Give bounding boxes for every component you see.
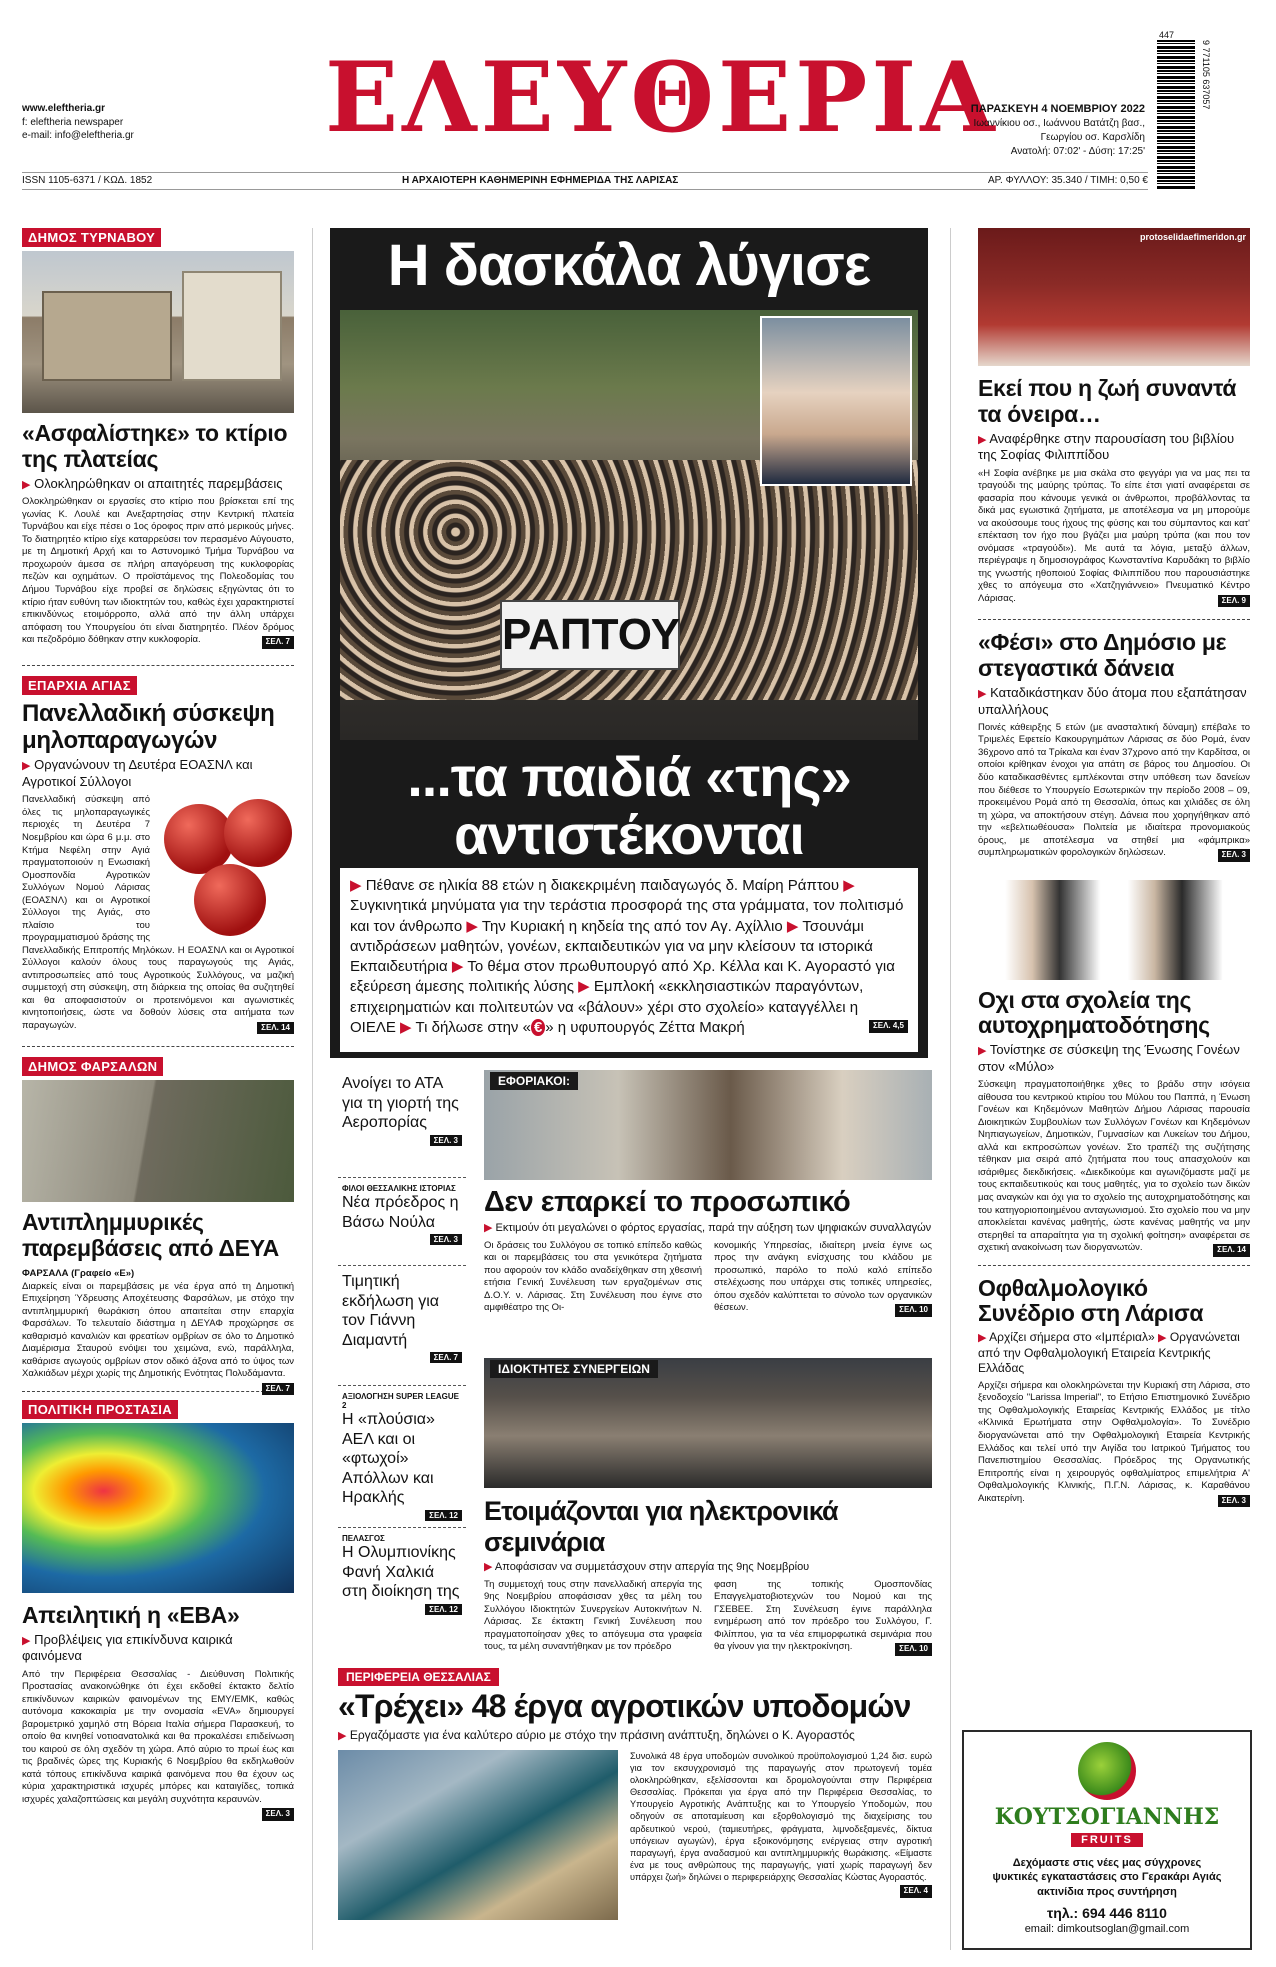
ad-text [964, 1856, 1250, 1899]
brief-diamantis[interactable] [338, 1266, 466, 1386]
brief-title[interactable]: Τιμητική εκδήλωση για τον Γιάννη Διαμαντή [342, 1273, 440, 1349]
bullet-3: Την Κυριακή η κηδεία της από τον Αγ. Αχίλλιο [481, 917, 783, 935]
subheadline: Αναφέρθηκε στην παρουσίαση του βιβλίου της Σοφίας Φιλιππίδου [978, 430, 1235, 463]
ad-line-1: Δεχόμαστε στις νέες μας σύγχρονες [1012, 1857, 1202, 1869]
fruit-logo-icon [1078, 1742, 1136, 1800]
page-ref[interactable]: ΣΕΛ. 9 [1218, 595, 1250, 608]
page-ref[interactable]: ΣΕΛ. 3 [262, 1808, 294, 1821]
brief-kicker: ΠΕΛΑΣΓΟΣ [342, 1534, 385, 1543]
headline[interactable]: Πανελλαδική σύσκεψη μηλοπαραγωγών [22, 699, 275, 754]
page-ref[interactable]: ΣΕΛ. 14 [1213, 1244, 1250, 1257]
body-text: «Η Σοφία ανέβηκε με μια σκάλα στο φεγγάρι για να μας πει τα τραγούδι της μαύρης τρύπας. Το είπε έτσι γιατί αναφέρεται σε φασαρία που κάνουμε γενικά οι άνθρωποι, προβάλλοντας τα δικά μας εγωιστικά ζητήματα, με αποτέλεσμα να μη μπορούμε να ακούσουμε τους ήχους της φύσης και του σύμπαντος και κατ' επέκταση τον ήχο που βγάζει μια μαύρη τρύπα (και που τον ονόμασε «τραγούδι»). Με αυτά τα λόγια, μεταξύ άλλων, περιέγραψε η δημοσιογράφος Κωνσταντίνα Καρυδάκη το βιβλίο της γνωστής ηθοποιού Σοφίας Φιλιππίδου που παρουσιάστηκε χθες το απόγευμα στο «Χατζηγιάννειο» Πνευματικό Κέντρο Λάρισας. ΣΕΛ. 9 [978, 468, 1250, 606]
ad-email[interactable]: email: dimkoutsoglan@gmail.com [1024, 1922, 1190, 1935]
lead-story[interactable] [330, 228, 928, 1058]
page-ref[interactable]: ΣΕΛ. 3 [430, 1135, 462, 1146]
apples-image [154, 794, 294, 944]
page-ref[interactable]: ΣΕΛ. 7 [262, 636, 294, 649]
page-ref[interactable]: ΣΕΛ. 4 [900, 1885, 932, 1898]
body-columns [484, 1579, 932, 1656]
barcode [1157, 40, 1195, 190]
facebook: f: eleftheria newspaper [22, 116, 124, 128]
story-ophthalmology[interactable]: Οφθαλμολογικό Συνέδριο στη Λάρισα ▶ Αρχίζει σήμερα στο «Ιμπέριαλ» ▶ Οργανώνεται από την Οφθαλμολογική Εταιρεία Κεντρικής Ελλάδας Αρχίζει σήμερα και ολοκληρώνεται την Κυριακή στη Λάρισα, στο ξενοδοχείο "Larissa Imperial", το Ετήσιο Επιστημονικό Συνέδριο της Οφθαλμολογικής Εταιρείας Κεντρικής Ελλάδος με τίτλο «Κλινικά Ερωτήματα στην Οφθαλμολογία». Το Συνέδριο διοργανώνεται από την Οφθαλμολογική Εταιρεία Κεντρικής Ελλάδος και τελεί υπό την Αιγίδα του Ιατρικού Τμήματος του Πανεπιστημίου Θεσσαλίας. Πρόεδρος της Οργανωτικής Επιτροπής είναι η χειρουργός οφθαλμίατρος επιμελήτρια Α' Οφθαλμολογικής Κλινικής, Π.Γ.Ν. Λάρισας, κ. Καραθάνου Αικατερίνη. ΣΕΛ. 3 [978, 1276, 1250, 1506]
page-ref[interactable]: ΣΕΛ. 3 [1218, 849, 1250, 862]
story-tax-officers[interactable]: ΕΦΟΡΙΑΚΟΙ: Δεν επαρκεί το προσωπικό ▶ Εκτιμούν ότι μεγαλώνει ο φόρτος εργασίας, παρά την αύξηση των ψηφιακών συναλλαγών Οι δράσεις του Συλλόγου σε τοπικό επίπεδο καθώς και οι παρεμβάσεις του στα γενικότερα ζητήματα που αφορούν τον κλάδο αναδείχθηκαν στη χθεσινή ετήσια Γενική Συνέλευση των εργαζομένων στις Δ.Ο.Υ. ν. Λάρισας. Στη Συνέλευση που έγινε στο αμφιθέατρο της Οι- κονομικής Υπηρεσίας, ιδιαίτερη μνεία έγινε ως προς την ανάγκη ενίσχυσης του κλάδου με προσωπικό, παρόλο το πολύ καλό επίπεδο στελέχωσης που υπάρχει στις τοπικές υπηρεσίες, όπου σχεδόν καλύπτεται το σύνολο των οργανικών θέσεων. ΣΕΛ. 10 [484, 1070, 932, 1317]
body-text: Από την Περιφέρεια Θεσσαλίας - Διεύθυνση Πολιτικής Προστασίας ανακοινώθηκε ότι έχει εκδοθεί έκτακτο δελτίο επικίνδυνων καιρικών φαινομένων της ΕΜΥ/ΕΜΚ, καθώς αυτόνομα κακοκαιρία με την ονομασία «EVA» δημιουργεί βαρομετρικό χαμηλό στη Βόρεια Ιταλία σήμερα Παρασκευή, το οποίο θα κινηθεί νοτιοανατολικά και θα προκαλέσει επιδείνωση του καιρού σε όλη σχεδόν τη χώρα. Από αύριο το πρωί έως και τις βραδινές ώρες της Κυριακής 6 Νοεμβρίου θα εκδηλωθούν κατά τόπους επικίνδυνα καιρικά φαινόμενα που θα έχουν ως κύρια χαρακτηριστικά ισχυρές μπόρες και καταιγίδες, τοπικά ισχυρές χαλαζοπτώσεις και μεγάλη συχνότητα κεραυνών. ΣΕΛ. 3 [22, 1669, 294, 1807]
brief-title[interactable]: Η Ολυμπιονίκης Φανή Χαλκιά στη διοίκηση της [342, 1544, 460, 1601]
page-ref[interactable]: ΣΕΛ. 14 [257, 1022, 294, 1035]
bullet-6: Εμπλοκή «εκκλησιαστικών παραγόντων, επιχειρηματιών και πολιτευτών να «βάλουν» χέρι στο σχολείο» καταγγέλλει η ΟΙΕΛΕ [350, 978, 864, 1036]
issue-number: ΑΡ. ΦΥΛΛΟΥ: 35.340 / ΤΙΜΗ: 0,50 € [987, 175, 1148, 186]
brief-title[interactable]: Νέα πρόεδρος η Βάσω Νούλα [342, 1194, 459, 1231]
subheadline: Εκτιμούν ότι μεγαλώνει ο φόρτος εργασίας, παρά την αύξηση των ψηφιακών συναλλαγών [495, 1222, 932, 1234]
body-text: Ποινές κάθειρξης 5 ετών (με ανασταλτική δύναμη) επέβαλε το Τριμελές Εφετείο Κακουργημάτων Λάρισας σε δύο Ρομά, έναν 36χρονο από τα Τρίκαλα και έναν 37χρονο από την Καρδίτσα, οι οποίοι κρίθηκαν ένοχοι για απάτη σε βάρος του Δημοσίου. Οι δύο καταδικασθέντες εμπλέκονται στην υπόθεση των δανείων που διέθεσε το Υπουργείο Εσωτερικών την περίοδο 2008 – 09, προκειμένου Ρομά από τη Θεσσαλία, όπως και χιλιάδες σε όλη τη χώρα, να αποκτήσουν στέγη. Δάνεια που χορηγήθηκαν από την «εβελτιωθέουσα» Πολιτεία με ιδιαίτερα προνομιακούς όρους, με αποτέλεσμα να στηθεί μια «φάμπρικα» συμπληρωματικών φορολογικών δηλώσεων. ΣΕΛ. 3 [978, 722, 1250, 860]
lead-bullets: ▶ Πέθανε σε ηλικία 88 ετών η διακεκριμένη παιδαγωγός δ. Μαίρη Ράπτου ▶ Συγκινητικά μηνύματα για την τεράστια προσφορά της στα γράμματα, τον πολιτισμό και τον άνθρωπο ▶ Την Κυριακή η κηδεία της από τον Αγ. Αχίλλιο ▶ Τσουνάμι αντιδράσεων μαθητών, γονέων, εκπαιδευτικών για να μην κλείσουν τα ιστορικά Εκπαιδευτήρια ▶ Το θέμα στον πρωθυπουργό από Χρ. Κέλλα και Κ. Αγοραστό για εξεύρεση άμεσης πολιτικής λύσης ▶ Εμπλοκή «εκκλησιαστικών παραγόντων, επιχειρηματιών και πολιτευτών να «βάλουν» χέρι στο σχολείο» καταγγέλλει η ΟΙΕΛΕ ▶ Τι δήλωσε στην « € » η υφυπουργός Ζέττα Μακρή ΣΕΛ. 4,5 [340, 868, 918, 1052]
garages-photo [484, 1358, 932, 1488]
section-tag: ΠΟΛΙΤΙΚΗ ΠΡΟΣΤΑΣΙΑ [22, 1400, 178, 1419]
body-row [338, 1750, 932, 1920]
brief-halkia[interactable] [338, 1528, 466, 1638]
story-apples[interactable]: ΕΠΑΡΧΙΑ ΑΓΙΑΣ Πανελλαδική σύσκεψη μηλοπαραγωγών ▶ Οργανώνουν τη Δευτέρα ΕΟΑΣΝΛ και Αγροτικοί Σύλλογοι Πανελλαδική σύσκεψη από όλες τις μηλοπαραγωγικές περιοχές τη Δευτέρα 7 Νοεμβρίου και ώρα 6 μ.μ. στο Κτήμα Νεφέλη στην Αγιά πραγματοποιούν η Ενωσιακή Ομοσπονδία Αγροτικών Συλλόγων Νομού Λάρισας (ΕΟΑΣΝΛ) και οι Αγροτικοί Σύλλογοι της Αγιάς, στο πλαίσιο του προγραμματισμού δράσης της Πανελλαδικής Επιτροπής Μηλόκων. Η ΕΟΑΣΝΛ και οι Αγροτικοί Σύλλογοι καλούν όλους τους παραγωγούς της Αγιάς, αντιπροσωπείες από τους Αγροτικούς Συλλόγους, να μαζική συμμετοχή στη σύσκεψη, στη διάρκεια της οποίας θα συζητηθεί και θα αποφασιστούν οι προτεινόμενοι και αγωνιστικές κινητοποιήσεις, ώστε να δοθούν λύσεις στα αιτήματα των παραγωγών. ΣΕΛ. 14 [22, 676, 294, 1033]
headline[interactable]: Εκεί που η ζωή συναντά τα όνειρα… [978, 375, 1237, 427]
subheadline: Τονίστηκε σε σύσκεψη της Ένωσης Γονέων στον «Μύλο» [978, 1042, 1240, 1074]
body-with-image [22, 794, 294, 1032]
page-ref[interactable]: ΣΕΛ. 10 [895, 1304, 932, 1317]
dateline: ΦΑΡΣΑΛΑ (Γραφείο «Ε») [22, 1267, 135, 1279]
masthead-contact [22, 102, 134, 143]
email: e-mail: info@eleftheria.gr [22, 130, 134, 141]
advertisement[interactable] [962, 1730, 1252, 1950]
issn: ISSN 1105-6371 / ΚΩΔ. 1852 [22, 175, 153, 186]
body-columns [484, 1240, 932, 1317]
subheadline-2: Οργανώνεται από την Οφθαλμολογική Εταιρεία Κεντρικής Ελλάδας [978, 1330, 1240, 1375]
page-ref[interactable]: ΣΕΛ. 7 [262, 1383, 294, 1396]
protest-photo [340, 310, 918, 740]
divider [22, 665, 294, 666]
website[interactable]: www.eleftheria.gr [22, 103, 105, 114]
section-tag: ΕΠΑΡΧΙΑ ΑΓΙΑΣ [22, 676, 137, 695]
right-column [978, 228, 1250, 1507]
page-ref[interactable]: ΣΕΛ. 3 [430, 1234, 462, 1245]
column-rule-left [312, 228, 313, 1950]
page-ref[interactable]: ΣΕΛ. 12 [425, 1510, 462, 1521]
briefs-column [338, 1070, 466, 1638]
page-ref[interactable]: ΣΕΛ. 12 [425, 1604, 462, 1615]
brief-kicker: ΑΞΙΟΛΟΓΗΣΗ SUPER LEAGUE 2 [342, 1392, 460, 1410]
brief-kicker: ΦΙΛΟΙ ΘΕΣΣΑΛΙΚΗΣ ΙΣΤΟΡΙΑΣ [342, 1184, 456, 1193]
subheadline: Καταδικάστηκαν δύο άτομα που εξαπάτησαν υπαλλήλους [978, 684, 1247, 717]
subheadline: Αποφάσισαν να συμμετάσχουν στην απεργία της 9ης Νοεμβρίου [494, 1561, 810, 1573]
divider [22, 1391, 294, 1392]
ad-line-3: ακτινίδια προς συντήρηση [1037, 1885, 1177, 1898]
book-event-photo [978, 228, 1250, 366]
parents-photo [978, 880, 1250, 980]
story-eva-storm[interactable]: ΠΟΛΙΤΙΚΗ ΠΡΟΣΤΑΣΙΑ Απειλητική η «ΕΒΑ» ▶ Προβλέψεις για επικίνδυνα καιρικά φαινόμενα Από την Περιφέρεια Θεσσαλίας - Διεύθυνση Πολιτικής Προστασίας ανακοινώθηκε ότι έχει εκδοθεί έκτακτο δελτίο επικίνδυνων καιρικών φαινομένων της ΕΜΥ/ΕΜΚ, καθώς αυτόνομα κακοκαιρία με την ονομασία «EVA» δημιουργεί βαρομετρικό χαμηλό στη Βόρεια Ιταλία σήμερα Παρασκευή, το οποίο θα κινηθεί νοτιοανατολικά και θα προκαλέσει επιδείνωση του καιρού σε όλη σχεδόν τη χώρα. Από αύριο το πρωί έως και τις βραδινές ώρες της Κυριακής 6 Νοεμβρίου θα εκδηλωθούν κατά τόπους επικίνδυνα καιρικά φαινόμενα που θα έχουν ως κύρια χαρακτηριστικά ισχυρές μπόρες και καταιγίδες, τοπικά ισχυρές χαλαζοπτώσεις και μεγάλη συχνότητα κεραυνών. ΣΕΛ. 3 [22, 1400, 294, 1807]
bullet-7-end: » η υφυπουργός Ζέττα Μακρή [545, 1018, 745, 1036]
ad-phone[interactable]: τηλ.: 694 446 8110 [1047, 1904, 1167, 1921]
story-tyrnavos[interactable]: ΔΗΜΟΣ ΤΥΡΝΑΒΟΥ «Ασφαλίστηκε» το κτίριο της πλατείας ▶ Ολοκληρώθηκαν οι απαιτητές παρεμβάσεις Ολοκληρώθηκαν οι εργασίες στο κτίριο που βρίσκεται επί της γωνίας Κ. Λουλέ και Ανεξαρτησίας στην Κεντρική πλατεία Τυρνάβου και είχε πέσει ο 1ος όροφος πριν από μερικούς μήνες. Το διατηρητέο κτίριο είχε καταρρεύσει τον περασμένο Αύγουστο, με τη Δημοτική Αρχή και το Αστυνομικό Τμήμα Τυρνάβου να προχωρούν άμεσα σε πλήρη απαγόρευση της κυκλοφορίας πεζών και οχημάτων. Ο προϊστάμενος της Πολεοδομίας του Δήμου Τυρνάβου είχε προβεί σε δηλώσεις εξηγώντας ότι το κτίριο ήταν ευθύνη των ιδιοκτητών του, καθώς έχει χαρακτηριστεί επικινδύνως ετοιμόρροπο, αλλά από την άλλη υπάρχει απόφαση του Υπουργείου ότι είναι διατηρητέο. Πλέον δρόμος και πεζοδρόμιο δόθηκαν στην κυκλοφορία. ΣΕΛ. 7 [22, 228, 294, 647]
body-col-2: φαση της τοπικής Ομοσπονδίας Επαγγελματοβιοτεχνών του Νομού και της ΓΣΕΒΕΕ. Στη Συνέλευση έγινε παράλληλα ενημέρωση από τον πρόεδρο του Συλλόγου, Γ. Φιλίππου, για τα νέα επιμορφωτικά σεμινάρια που θα γίνουν για την ηλεκτροκίνηση. ΣΕΛ. 10 [714, 1579, 932, 1656]
story-agro-projects[interactable]: ΠΕΡΙΦΕΡΕΙΑ ΘΕΣΣΑΛΙΑΣ «Τρέχει» 48 έργα αγροτικών υποδομών ▶ Εργαζόμαστε για ένα καλύτερο αύριο με στόχο την πράσινη ανάπτυξη, δηλώνει ο Κ. Αγοραστός Συνολικά 48 έργα υποδομών συνολικού προϋπολογισμού 1,24 δισ. ευρώ για τον εκσυγχρονισμό της παραγωγής στον πρωτογενή τομέα ολοκληρώθηκαν, εξελίσσονται και δρομολογούνται στην Περιφέρεια Θεσσαλίας. Πρόκειται για έργα από την Περιφέρεια Θεσσαλίας, το Υπουργείο Αγροτικής Ανάπτυξης και το Υπουργείο Υποδομών, που οδηγούν σε αποταμίευση και εξορθολογισμό της διαχείρισης του αρδευτικού νερού, (ταμιευτήρες, φράγματα, λιμνοδεξαμενές, δίκτυα υπόγειων αγωγών), έργα εξοικονόμησης ενέργειας στην αγροτική παραγωγή, έργα αναδασμού και αντιπλημμυρικής θωράκισης. «Είμαστε ένα με τους ανθρώπους της παραγωγής, γιατί χωρίς παραγωγή δεν υπάρχει ζωή» δηλώνει ο περιφερειάρχης Θεσσαλίας Κώστας Αγοραστός. ΣΕΛ. 4 [338, 1668, 932, 1950]
bullet-1: Πέθανε σε ηλικία 88 ετών η διακεκριμένη παιδαγωγός δ. Μαίρη Ράπτου [365, 877, 840, 894]
headline[interactable]: Οφθαλμολογικό Συνέδριο στη Λάρισα [978, 1274, 1204, 1327]
story-book[interactable]: protoselidaefimeridon.gr Εκεί που η ζωή συναντά τα όνειρα… ▶ Αναφέρθηκε στην παρουσίαση του βιβλίου της Σοφίας Φιλιππίδου «Η Σοφία ανέβηκε με μια σκάλα στο φεγγάρι για να μας πει τα τραγούδι της μαύρης τρύπας. Το είπε έτσι γιατί αναφέρεται σε φασαρία που κάνουμε γενικά οι άνθρωποι, προβάλλοντας τα δικά μας εγωιστικά ζητήματα, με αποτέλεσμα να μη μπορούμε να ακούσουμε τους ήχους της φύσης και του σύμπαντος και κατ' επέκταση τον ήχο που βγάζει μια μαύρη τρύπα (και που τον ονόμασε «τραγούδι»). Με αυτά τα λόγια, μεταξύ άλλων, περιέγραψε η δημοσιογράφος Κωνσταντίνα Καρυδάκη το βιβλίο της γνωστής ηθοποιού Σοφίας Φιλιππίδου που παρουσιάστηκε χθες το απόγευμα στο «Χατζηγιάννειο» Πνευματικό Κέντρο Λάρισας. ΣΕΛ. 9 [978, 228, 1250, 605]
section-tag: ΙΔΙΟΚΤΗΤΕΣ ΣΥΝΕΡΓΕΙΩΝ [490, 1360, 658, 1378]
ad-line-2: ψυκτικές εγκαταστάσεις στο Γερακάρι Αγιάς [992, 1871, 1222, 1884]
tax-officers-photo [484, 1070, 932, 1180]
section-tag: ΔΗΜΟΣ ΦΑΡΣΑΛΩΝ [22, 1057, 163, 1076]
section-tag: ΕΦΟΡΙΑΚΟΙ: [490, 1072, 578, 1090]
brief-ata[interactable] [338, 1070, 466, 1178]
body-text: Συνολικά 48 έργα υποδομών συνολικού προϋπολογισμού 1,24 δισ. ευρώ για τον εκσυγχρονισμό της παραγωγής στον πρωτογενή τομέα ολοκληρώθηκαν, εξελίσσονται και δρομολογούνται στην Περιφέρεια Θεσσαλίας. Πρόκειται για έργα από την Περιφέρεια Θεσσαλίας, το Υπουργείο Αγροτικής Ανάπτυξης και το Υπουργείο Υποδομών, που οδηγούν σε αποταμίευση και εξορθολογισμό της διαχείρισης του αρδευτικού νερού, (ταμιευτήρες, φράγματα, λιμνοδεξαμενές, δίκτυα υπόγειων αγωγών), έργα εξοικονόμησης ενέργειας στην αγροτική παραγωγή, έργα αναδασμού και αντιπλημμυρικής θωράκισης. «Είμαστε ένα με τους ανθρώπους της παραγωγής, γιατί χωρίς παραγωγή δεν υπάρχει ζωή» δηλώνει ο περιφερειάρχης Θεσσαλίας Κώστας Αγοραστός. ΣΕΛ. 4 [630, 1750, 932, 1920]
bullet-4: Τσουνάμι αντιδράσεων μαθητών, γονέων, εκπαιδευτικών για να μην κλείσουν τα ιστορικά Εκπαιδευτήρια [350, 917, 873, 975]
headline[interactable]: «Φέσι» στο Δημόσιο με στεγαστικά δάνεια [978, 629, 1227, 682]
headline[interactable]: «Τρέχει» 48 έργα αγροτικών υποδομών [338, 1688, 911, 1724]
bullet-7: Τι δήλωσε στην « [415, 1018, 531, 1036]
headline[interactable]: Ετοιμάζονται για ηλεκτρονικά σεμινάρια [484, 1496, 838, 1557]
barcode-top: 447 [1159, 30, 1175, 40]
body-col-1: Οι δράσεις του Συλλόγου σε τοπικό επίπεδο καθώς και οι παρεμβάσεις του στα γενικότερα ζητήματα που αφορούν τον κλάδο αναδείχθηκαν στη χθεσινή ετήσια Γενική Συνέλευση των εργαζομένων στις Δ.Ο.Υ. ν. Λάρισας. Στη Συνέλευση που έγινε στο αμφιθέατρο της Οι- [484, 1239, 702, 1314]
ad-brand: ΚΟΥΤΣΟΓΙΑΝΝΗΣ [994, 1804, 1220, 1830]
ad-fruits: FRUITS [1071, 1833, 1143, 1847]
subheadline: Προβλέψεις για επικίνδυνα καιρικά φαινόμενα [22, 1631, 233, 1664]
portrait-photo [760, 316, 912, 486]
reservoir-photo [338, 1750, 618, 1920]
section-tag: ΔΗΜΟΣ ΤΥΡΝΑΒΟΥ [22, 228, 161, 247]
bullet-2: Συγκινητικά μηνύματα για την τεράστια προσφορά της στα γράμματα, τον πολιτισμό και τον άνθρωπο [350, 897, 904, 935]
lead-headline-2[interactable]: ...τα παιδιά «της» αντιστέκονται [407, 745, 851, 866]
subheadline: Εργαζόμαστε για ένα καλύτερο αύριο με στόχο την πράσινη ανάπτυξη, δηλώνει ο Κ. Αγοραστός [349, 1728, 855, 1742]
body-text: Πανελλαδική σύσκεψη από όλες τις μηλοπαραγωγικές περιοχές τη Δευτέρα 7 Νοεμβρίου και ώρα 6 μ.μ. στο Κτήμα Νεφέλη στην Αγιά πραγματοποιούν η Ενωσιακή Ομοσπονδία Αγροτικών Συλλόγων Νομού Λάρισας (ΕΟΑΣΝΛ) και οι Αγροτικοί Σύλλογοι της Αγιάς, στο πλαίσιο του προγραμματισμού δράσης της Πανελλαδικής Επιτροπής Μηλόκων. Η ΕΟΑΣΝΛ και οι Αγροτικοί Σύλλογοι καλούν όλους τους παραγωγούς της Αγιάς, αντιπροσωπείες από τους Αγροτικούς Συλλόγους, να μαζική συμμετοχή στη σύσκεψη, στη διάρκεια της οποίας θα συζητηθεί και θα αποφασιστούν οι προτεινόμενοι και αγωνιστικές κινητοποιήσεις, ώστε να δοθούν λύσεις στα αιτήματα των παραγωγών. ΣΕΛ. 14 [22, 794, 294, 1032]
nameday-2: Γεωργίου οσ. Καρσλίδη [1040, 132, 1145, 144]
subheadline: Ολοκληρώθηκαν οι απαιτητές παρεμβάσεις [34, 475, 283, 491]
e-logo: € [531, 1019, 545, 1036]
body-col-2: κονομικής Υπηρεσίας, ιδιαίτερη μνεία έγινε ως προς την ανάγκη ενίσχυσης του κλάδου με προσωπικό, παρόλο το πολύ καλό επίπεδο στελέχωσης που υπάρχει στις τοπικές υπηρεσίες, όπου σχεδόν καλύπτεται το σύνολο των οργανικών θέσεων. ΣΕΛ. 10 [714, 1240, 932, 1317]
sunrise-sunset: Ανατολή: 07:02' - Δύση: 17:25' [1010, 146, 1145, 158]
protest-banner: ΡΑΠΤΟΥ [500, 600, 680, 670]
barcode-number: 9 771105 637057 [1201, 40, 1211, 110]
issue-date: ΠΑΡΑΣΚΕΥΗ 4 ΝΟΕΜΒΡΙΟΥ 2022 [970, 103, 1145, 115]
brief-title[interactable]: Ανοίγει το ΑΤΑ για τη γιορτή της Αεροπορίας [342, 1075, 459, 1132]
subheadline-1: Αρχίζει σήμερα στο «Ιμπέριαλ» [989, 1330, 1155, 1345]
bullet-5: Το θέμα στον πρωθυπουργό από Χρ. Κέλλα και Κ. Αγοραστό για εξεύρεση άμεσης πολιτικής λύσης [350, 958, 895, 996]
page-ref[interactable]: ΣΕΛ. 10 [895, 1643, 932, 1656]
headline[interactable]: «Ασφαλίστηκε» το κτίριο της πλατείας [22, 420, 288, 472]
headline[interactable]: Αντιπλημμυρικές παρεμβάσεις από ΔΕΥΑ [22, 1209, 279, 1262]
body-text: Σύσκεψη πραγματοποιήθηκε χθες το βράδυ στην ισόγεια αίθουσα του κεντρικού κτιρίου του Μύλου του Παππά, η Ένωση Γονέων και Κηδεμόνων Μαθητών Δήμου Λάρισας παρουσία Διοικητικών Συμβουλίων των Συλλόγων Γονέων και Κηδεμόνων Νηπιαγωγείων, Δημοτικών, Γυμνασίων και Λυκείων του Δήμου, αλλά και εκπροσώπων γονέων. Στο τραπέζι της συζήτησης τέθηκαν μια σειρά από ζητήματα που τους απασχολούν και ισάριθμες διεκδικήσεις. «Διεκδικούμε και αγωνιζόμαστε μαζί με τους εκπαιδευτικούς και τους μαθητές, για το σχολείο των δικών μας αναγκών και όχι για το σχολείο της αυτοχρηματοδότησης και του κατηγοριοποιημένου ανταγωνισμού. Στο σχολείο που να μην αποκλείεται κανένας μαθητής, ώστε κανένας μαθητής να μην στερηθεί τα απαραίτητα για τη σχολική φοίτηση» αναφέρεται σε σχετική ανακοίνωση των διοργανωτών. ΣΕΛ. 14 [978, 1079, 1250, 1254]
body-text: Ολοκληρώθηκαν οι εργασίες στο κτίριο που βρίσκεται επί της γωνίας Κ. Λουλέ και Ανεξαρτησίας στην Κεντρική πλατεία Τυρνάβου και είχε πέσει ο 1ος όροφος πριν από μερικούς μήνες. Το διατηρητέο κτίριο είχε καταρρεύσει τον περασμένο Αύγουστο, με τη Δημοτική Αρχή και το Αστυνομικό Τμήμα Τυρνάβου να προχωρούν άμεσα σε πλήρη απαγόρευση της κυκλοφορίας πεζών και οχημάτων. Ο προϊστάμενος της Πολεοδομίας του Δήμου Τυρνάβου είχε προβεί σε δηλώσεις εξηγώντας ότι το κτίριο ήταν ευθύνη των ιδιοκτητών του, καθώς έχει χαρακτηριστεί επικινδύνως ετοιμόρροπο, αλλά από την άλλη υπάρχει απόφαση του Υπουργείου ότι είναι διατηρητέο. Πλέον δρόμος και πεζοδρόμιο δόθηκαν στην κυκλοφορία. ΣΕΛ. 7 [22, 496, 294, 646]
story-farsala[interactable] [22, 1057, 294, 1393]
story-garages[interactable]: ΙΔΙΟΚΤΗΤΕΣ ΣΥΝΕΡΓΕΙΩΝ Ετοιμάζονται για ηλεκτρονικά σεμινάρια ▶ Αποφάσισαν να συμμετάσχουν στην απεργία της 9ης Νοεμβρίου Τη συμμετοχή τους στην πανελλαδική απεργία της 9ης Νοεμβρίου αποφάσισαν χθες τα μέλη του Συλλόγου Ιδιοκτητών Συνεργείων Αυτοκινήτων Ν. Λάρισας. Σε έκτακτη Γενική Συνέλευση που πραγματοποίησαν χθες το απόγευμα στα γραφεία τους, τα μέλη συναντήθηκαν με τον πρόεδρο φαση της τοπικής Ομοσπονδίας Επαγγελματοβιοτεχνών του Νομού και της ΓΣΕΒΕΕ. Στη Συνέλευση έγινε παράλληλα ενημέρωση από τον πρόεδρο του Συλλόγου, Γ. Φιλίππου, για τα νέα επιμορφωτικά σεμινάρια που θα γίνουν για την ηλεκτροκίνηση. ΣΕΛ. 10 [484, 1358, 932, 1656]
page-ref[interactable]: ΣΕΛ. 4,5 [869, 1020, 908, 1033]
tagline: Η ΑΡΧΑΙΟΤΕΡΗ ΚΑΘΗΜΕΡΙΝΗ ΕΦΗΜΕΡΙΔΑ ΤΗΣ ΛΑΡΙΣΑΣ [402, 175, 679, 186]
masthead-info-bar [22, 172, 1148, 190]
building-photo [22, 251, 294, 413]
brief-noula[interactable] [338, 1178, 466, 1266]
story-loans[interactable]: «Φέσι» στο Δημόσιο με στεγαστικά δάνεια ▶ Καταδικάστηκαν δύο άτομα που εξαπάτησαν υπαλλήλους Ποινές κάθειρξης 5 ετών (με ανασταλτική δύναμη) επέβαλε το Τριμελές Εφετείο Κακουργημάτων Λάρισας σε δύο Ρομά, έναν 36χρονο από τα Τρίκαλα και έναν 37χρονο από την Καρδίτσα, οι οποίοι κρίθηκαν ένοχοι για απάτη σε βάρος του Δημοσίου. Οι δύο καταδικασθέντες εμπλέκονται στην υπόθεση των δανείων που διέθεσε το Υπουργείο Εσωτερικών την περίοδο 2008 – 09, προκειμένου Ρομά από τη Θεσσαλία, όπως και χιλιάδες σε όλη τη χώρα, να αποκτήσουν στέγη. Δάνεια που χορηγήθηκαν από την «εβελτιωθέουσα» Πολιτεία με ιδιαίτερα προνομιακούς όρους, με αποτέλεσμα να στηθεί μια «φάμπρικα» συμπληρωματικών φορολογικών δηλώσεων. ΣΕΛ. 3 [978, 630, 1250, 859]
page-ref[interactable]: ΣΕΛ. 3 [1218, 1495, 1250, 1508]
body-text: Διαρκείς είναι οι παρεμβάσεις με νέα έργα από τη Δημοτική Επιχείρηση Ύδρευσης Αποχέτευσης Φαρσάλων, με στόχο την αντιπλημμυρική θωράκιση όπου απαιτείται στην επαρχία Φαρσάλων. Το τελευταίο διάστημα η ΔΕΥΑΦ προχώρησε σε καθαρισμό καναλιών και φρεατίων ομβρίων σε όλο το Δημοτικό Διαμέρισμα Σταυρού ενόψει του χειμώνα, ενώ, παράλληλα, καθάρισε αγωγούς ομβρίων στον οδικό άξονα από το ύψος των Χαλκιάδων μέχρι χωρίς της Δημοτικής Ενότητας Πολυδάμαντα. ΣΕΛ. 7 [22, 1281, 294, 1381]
body-col-1: Τη συμμετοχή τους στην πανελλαδική απεργία της 9ης Νοεμβρίου αποφάσισαν χθες τα μέλη του Συλλόγου Ιδιοκτητών Συνεργείων Αυτοκινήτων Ν. Λάρισας. Σε έκτακτη Γενική Συνέλευση που πραγματοποίησαν χθες το απόγευμα στα γραφεία τους, τα μέλη συναντήθηκαν με τον πρόεδρο [484, 1578, 702, 1653]
divider [978, 1265, 1250, 1266]
watermark: protoselidaefimeridon.gr [1139, 232, 1246, 242]
left-column [22, 228, 294, 1821]
headline[interactable]: Απειλητική η «ΕΒΑ» [22, 1601, 240, 1628]
brief-ael[interactable] [338, 1386, 466, 1528]
subheadline: Οργανώνουν τη Δευτέρα ΕΟΑΣΝΛ και Αγροτικοί Σύλλογοι [22, 757, 253, 790]
divider [22, 1046, 294, 1047]
masthead-date-box [955, 102, 1145, 159]
headline[interactable]: Οχι στα σχολεία της αυτοχρηματοδότησης [978, 986, 1210, 1039]
lead-headline-1[interactable]: Η δασκάλα λύγισε [387, 233, 871, 298]
logo: ΕΛΕΥΘΕΡΙΑ [325, 41, 999, 154]
page-ref[interactable]: ΣΕΛ. 7 [430, 1352, 462, 1363]
drain-works-photo [22, 1080, 294, 1202]
divider [978, 619, 1250, 620]
column-rule-right [950, 228, 951, 1950]
weather-map [22, 1423, 294, 1593]
story-schools[interactable]: Οχι στα σχολεία της αυτοχρηματοδότησης ▶ Τονίστηκε σε σύσκεψη της Ένωσης Γονέων στον «Μύλο» Σύσκεψη πραγματοποιήθηκε χθες το βράδυ στην ισόγεια αίθουσα του κεντρικού κτιρίου του Μύλου του Παππά, η Ένωση Γονέων και Κηδεμόνων Μαθητών Δήμου Λάρισας παρουσία Διοικητικών Συμβουλίων των Συλλόγων Γονέων και Κηδεμόνων Νηπιαγωγείων, Δημοτικών, Γυμνασίων και Λυκείων του Δήμου, αλλά και εκπροσώπων γονέων. Στο τραπέζι της συζήτησης τέθηκαν μια σειρά από ζητήματα που τους απασχολούν και ισάριθμες διεκδικήσεις. «Διεκδικούμε και αγωνιζόμαστε μαζί με τους εκπαιδευτικούς και τους μαθητές, για το σχολείο των δικών μας αναγκών και όχι για το σχολείο της αυτοχρηματοδότησης και του κατηγοριοποιημένου ανταγωνισμού. Στο σχολείο που να μην αποκλείεται κανένας μαθητής, ώστε κανένας μαθητής να μην στερηθεί τα απαραίτητα για τη σχολική φοίτηση» αναφέρεται σε σχετική ανακοίνωση των διοργανωτών. ΣΕΛ. 14 [978, 988, 1250, 1255]
headline[interactable]: Δεν επαρκεί το προσωπικό [484, 1186, 851, 1218]
nameday-1: Ιωαννίκιου οσ., Ιωάννου Βατάτζη βασ., [973, 118, 1145, 130]
brief-title[interactable]: Η «πλούσια» ΑΕΛ και οι «φτωχοί» Απόλλων και Ηρακλής [342, 1411, 435, 1507]
body-text: Αρχίζει σήμερα και ολοκληρώνεται την Κυριακή στη Λάρισα, στο ξενοδοχείο "Larissa Imperial", το Ετήσιο Επιστημονικό Συνέδριο της Οφθαλμολογικής Εταιρείας Κεντρικής Ελλάδος με τίτλο «Κλινικά Ερωτήματα στην Οφθαλμολογία». Το Συνέδριο διοργανώνεται από την Οφθαλμολογική Εταιρεία Κεντρικής Ελλάδος και τελεί υπό την Αιγίδα του Ιατρικού Τμήματος του Πανεπιστημίου Θεσσαλίας. Πρόεδρος της Οργανωτικής Επιτροπής είναι η χειρουργός οφθαλμίατρος επιμελήτρια Α' Οφθαλμολογικής Κλινικής, Π.Γ.Ν. Λάρισας, κ. Καραθάνου Αικατερίνη. ΣΕΛ. 3 [978, 1380, 1250, 1505]
section-tag: ΠΕΡΙΦΕΡΕΙΑ ΘΕΣΣΑΛΙΑΣ [338, 1668, 499, 1686]
